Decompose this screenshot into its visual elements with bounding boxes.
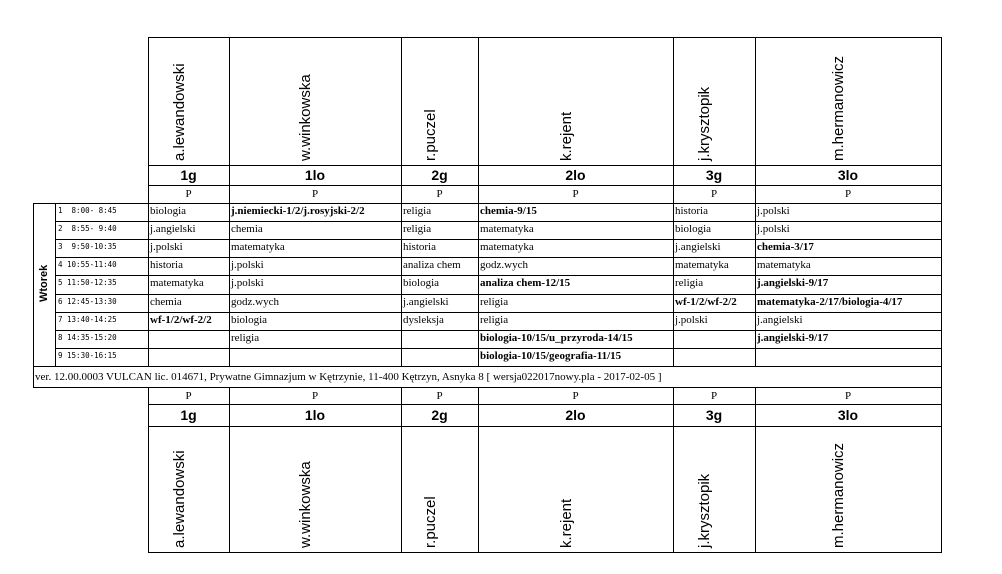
teacher-name: w.winkowska [297,461,314,548]
schedule-cell: j.angielski [757,314,803,326]
footer-license-text: ver. 12.00.0003 VULCAN lic. 014671, Prywatne Gimnazjum w Kętrzynie, 11-400 Kętrzyn, Asnyka 8 [ wersja022017nowy.pla - 2017-02-05 ] [35,371,662,383]
lesson-time: 2 8:55- 9:40 [58,224,117,233]
schedule-cell: biologia [150,205,187,217]
grid-line [941,203,942,367]
grid-line [478,387,479,553]
top-class-label: 1g [180,167,197,183]
grid-line [229,387,230,553]
schedule-cell: j.polski [757,223,790,235]
teacher-name: r.puczel [421,496,439,548]
bottom-class-label: 1g [180,407,197,423]
top-teacher-cell [401,37,478,165]
grid-line [941,387,942,553]
grid-line [55,294,942,295]
grid-line [941,37,942,204]
top-teacher-cell [148,37,229,165]
top-room-mark: P [185,188,192,200]
schedule-cell [148,330,229,348]
bottom-teacher-cell [755,426,941,552]
schedule-cell: j.polski [150,241,183,253]
grid-line [55,312,942,313]
schedule-cell: dysleksja [403,314,444,326]
grid-line [33,203,942,204]
grid-line [229,203,230,367]
schedule-cell: j.angielski-9/17 [757,277,829,289]
teacher-name: m.hermanowicz [830,55,847,161]
schedule-cell: godz.wych [480,259,528,271]
schedule-cell: godz.wych [231,296,279,308]
teacher-name: k.rejent [557,498,575,548]
bottom-class-label: 3g [705,407,723,423]
grid-line [148,185,942,186]
schedule-cell: religia [480,314,509,326]
schedule-cell: historia [675,205,708,217]
schedule-cell [673,330,755,348]
schedule-cell: biologia-10/15/u_przyroda-14/15 [480,332,633,344]
grid-line [148,404,942,405]
bottom-room-mark: P [185,390,192,402]
bottom-teacher-cell [229,426,401,552]
grid-line [229,37,230,204]
schedule-cell [401,330,478,348]
grid-line [55,239,942,240]
schedule-cell: religia [231,332,260,344]
schedule-cell: j.polski [675,314,708,326]
day-label: Wtorek [38,264,50,302]
schedule-cell: historia [150,259,183,271]
top-room-mark: P [844,188,852,200]
schedule-cell: wf-1/2/wf-2/2 [675,296,737,308]
schedule-cell: biologia [675,223,712,235]
lesson-time: 6 12:45-13:30 [58,297,117,306]
schedule-cell: biologia-10/15/geografia-11/15 [480,350,622,362]
schedule-cell: matematyka [480,223,534,235]
schedule-cell: religia [675,277,704,289]
top-class-label: 2lo [565,167,586,183]
top-class-label: 3lo [837,167,859,183]
bottom-header-border [148,552,942,553]
grid-line [148,426,942,427]
grid-line [33,366,34,388]
lesson-time: 9 15:30-16:15 [58,351,117,360]
top-teacher-cell [229,37,401,165]
teacher-name: w.winkowska [297,74,314,161]
lesson-time: 7 13:40-14:25 [58,315,117,324]
top-room-mark: P [710,188,718,200]
schedule-cell: religia [480,296,509,308]
schedule-cell: biologia [231,314,268,326]
schedule-cell: analiza chem-12/15 [480,277,571,289]
grid-line [755,387,756,553]
schedule-cell: chemia-3/17 [757,241,814,253]
grid-line [55,348,942,349]
grid-line [55,330,942,331]
grid-line [673,387,674,553]
grid-line [33,203,34,367]
teacher-name: a.lewandowski [170,450,188,548]
top-teacher-cell [478,37,673,165]
lesson-time: 4 10:55-11:40 [58,260,117,269]
grid-line [33,387,942,388]
top-room-mark: P [436,188,443,200]
teacher-name: k.rejent [557,111,575,161]
top-class-label: 3g [705,167,723,183]
schedule-cell: j.polski [231,277,264,289]
grid-line [148,203,149,367]
grid-line [755,37,756,204]
grid-line [673,203,674,367]
schedule-cell [755,348,941,366]
schedule-cell [673,348,755,366]
schedule-cell: matematyka [231,241,285,253]
grid-line [55,221,942,222]
schedule-cell: analiza chem [403,259,461,271]
schedule-cell [401,348,478,366]
schedule-cell: chemia [231,223,263,235]
top-teacher-cell [755,37,941,165]
top-room-mark: P [311,188,319,200]
bottom-teacher-cell [478,426,673,552]
grid-line [755,203,756,367]
lesson-time: 3 9:50-10:35 [58,242,117,251]
schedule-cell: j.niemiecki-1/2/j.rosyjski-2/2 [231,205,365,217]
bottom-teacher-cell [148,426,229,552]
teacher-name: m.hermanowicz [830,442,847,548]
bottom-room-mark: P [436,390,443,402]
teacher-name: r.puczel [421,109,439,161]
schedule-cell: matematyka [480,241,534,253]
grid-line [33,366,942,367]
schedule-cell: historia [403,241,436,253]
schedule-cell: j.angielski [675,241,721,253]
bottom-class-label: 3lo [837,407,859,423]
grid-line [55,203,56,367]
bottom-teacher-cell [673,426,755,552]
schedule-cell: j.polski [757,205,790,217]
schedule-cell: religia [403,205,432,217]
schedule-cell: matematyka [150,277,204,289]
schedule-cell: j.angielski [403,296,449,308]
schedule-cell: wf-1/2/wf-2/2 [150,314,212,326]
schedule-cell: matematyka [757,259,811,271]
grid-line [673,37,674,204]
lesson-time: 1 8:00- 8:45 [58,206,117,215]
grid-line [401,203,402,367]
teacher-name: j.krysztopik [696,473,713,548]
grid-line [401,387,402,553]
schedule-cell [229,348,401,366]
schedule-cell: j.angielski [150,223,196,235]
schedule-cell: religia [403,223,432,235]
grid-line [478,203,479,367]
schedule-cell [148,348,229,366]
top-teacher-cell [673,37,755,165]
bottom-room-mark: P [572,390,579,402]
teacher-name: a.lewandowski [170,63,188,161]
bottom-class-label: 2lo [565,407,586,423]
schedule-cell: biologia [403,277,440,289]
schedule-cell: j.polski [231,259,264,271]
schedule-cell: j.angielski-9/17 [757,332,829,344]
lesson-time: 5 11:50-12:35 [58,278,117,287]
lesson-time: 8 14:35-15:20 [58,333,117,342]
grid-line [55,275,942,276]
schedule-cell: matematyka-2/17/biologia-4/17 [757,296,903,308]
bottom-class-label: 1lo [304,407,326,423]
bottom-class-label: 2g [431,407,448,423]
bottom-room-mark: P [311,390,319,402]
bottom-teacher-cell [401,426,478,552]
bottom-room-mark: P [844,390,852,402]
schedule-cell: chemia [150,296,182,308]
schedule-cell: matematyka [675,259,729,271]
grid-line [941,366,942,388]
grid-line [148,165,942,166]
grid-line [401,37,402,204]
top-class-label: 1lo [304,167,326,183]
schedule-cell: chemia-9/15 [480,205,537,217]
teacher-name: j.krysztopik [696,86,713,161]
grid-line [148,387,149,553]
grid-line [55,257,942,258]
top-class-label: 2g [431,167,448,183]
grid-line [148,37,149,204]
top-room-mark: P [572,188,579,200]
top-header-border [148,37,942,38]
bottom-room-mark: P [710,390,718,402]
grid-line [478,37,479,204]
